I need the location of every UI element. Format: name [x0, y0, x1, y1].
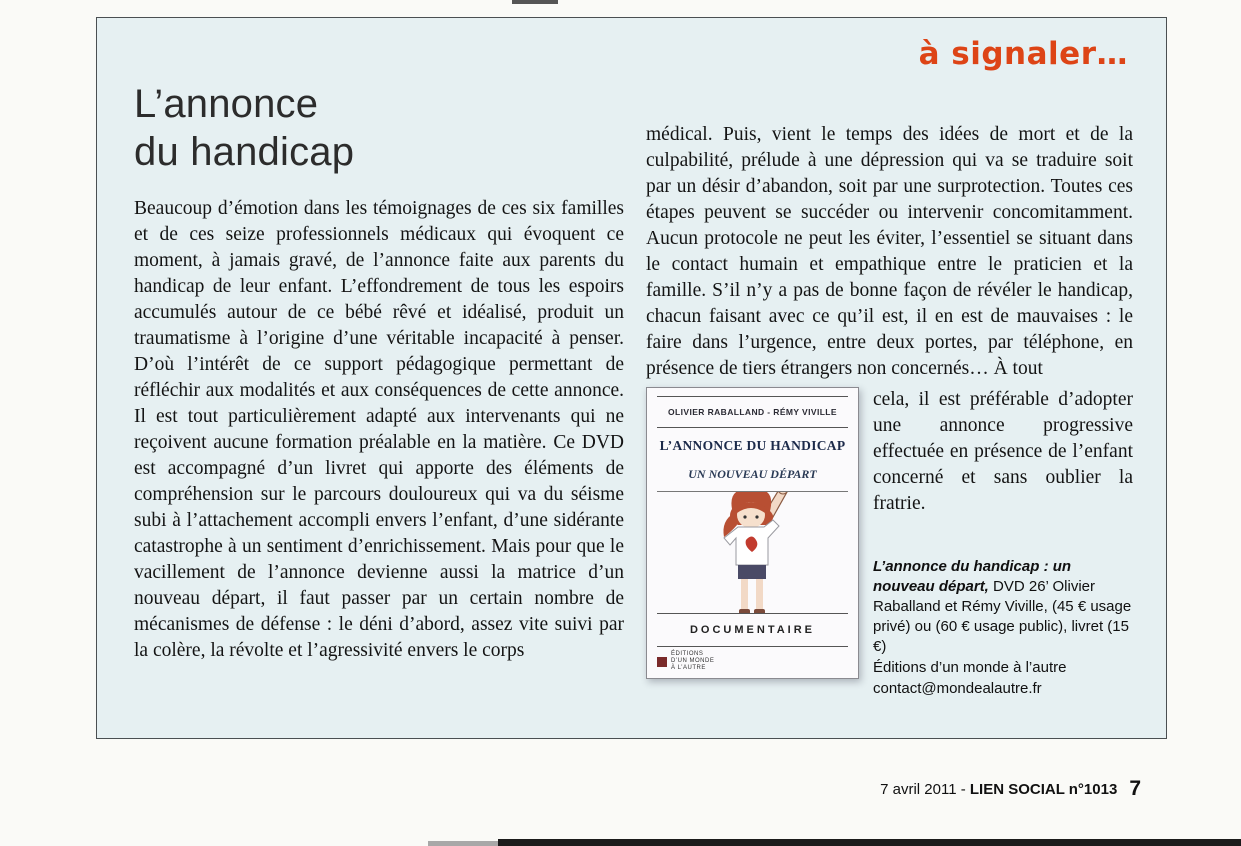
title-line-2: du handicap	[134, 130, 355, 174]
dvd-category-banner: DOCUMENTAIRE	[657, 613, 848, 647]
caption-main	[873, 557, 1133, 657]
footer-issue: LIEN SOCIAL n°1013	[969, 781, 1118, 798]
girl-illustration-svg	[694, 492, 812, 613]
right-column-text: médical. Puis, vient le temps des idées de mort et de la culpabilité, prélude à une dépression qui va se traduire soit par un désir d’abandon, soit par une surprotection. Toutes ces étapes peuvent se succéder ou intervenir concomitamment. Aucun protocole ne peut les éviter, l’essentiel se situant dans le contact humain et empathique entre le praticien et la famille. S’il n’y a pas de bonne façon de révéler le handicap, chacun faisant avec ce qu’il est, il en est de mauvaises : le faire dans l’urgence, entre deux portes, par téléphone, en présence de tiers étrangers non concernés… À tout	[646, 124, 1133, 379]
media-row	[646, 387, 1133, 699]
scan-artifact-bottom	[498, 839, 1241, 846]
dvd-publisher-logo	[657, 651, 848, 672]
right-column	[646, 122, 1133, 699]
dvd-cover	[646, 387, 859, 679]
dvd-authors: OLIVIER RABALLAND - RÉMY VIVILLE	[657, 396, 848, 428]
dvd-subtitle: UN NOUVEAU DÉPART	[657, 461, 848, 492]
caption	[873, 557, 1133, 699]
article-title	[134, 80, 354, 176]
publisher-line-2: D’UN MONDE	[671, 658, 715, 664]
caption-details: DVD 26’ Olivier Raballand et Rémy Viville, (45 € usage privé) ou (60 € usage public), livret (15 €)	[873, 578, 1132, 655]
article-panel	[96, 17, 1167, 739]
wrap-text: cela, il est préférable d’adopter une annonce progressive effectuée en présence de l’enfant concerné et sans oublier la fratrie.	[873, 389, 1133, 514]
section-header: à signaler…	[918, 36, 1128, 72]
scan-artifact-light	[428, 841, 498, 846]
publisher-logo-mark	[657, 657, 667, 667]
caption-title: L’annonce du handicap : un nouveau départ,	[873, 558, 1072, 595]
dvd-illustration	[657, 492, 848, 613]
left-column-text: Beaucoup d’émotion dans les témoignages de ces six familles et de ces seize professionnels médicaux qui évoquent ce moment, à jamais gravé, de l’annonce faite aux parents du handicap de leur enfant. L’effondrement de tous les espoirs accumulés autour de ce bébé rêvé et idéalisé, produit un traumatisme à l’origine d’une véritable incapacité à penser. D’où l’intérêt de ce support pédagogique permettant de réfléchir aux modalités et aux conséquences de cette annonce. Il est tout particulièrement adapté aux intervenants qui ne reçoivent aucune formation préalable en la matière. Ce DVD est accompagné d’un livret qui apporte des éléments de compréhension sur le parcours douloureux qui va du séisme subi à l’attachement accompli envers l’enfant, d’une sidérante catastrophe à un sentiment d’enrichissement. Mais pour que le vacillement de l’annonce devienne aussi la matrice d’un nouveau départ, il faut passer par un certain nombre de mécanismes de défense : le déni d’abord, assez vite suivi par la colère, la révolte et l’agressivité envers le corps	[134, 198, 624, 661]
caption-publisher: Éditions d’un monde à l’autre	[873, 659, 1067, 676]
title-line-1: L’annonce	[134, 82, 319, 126]
publisher-logo-text	[671, 651, 714, 672]
caption-email: contact@mondealautre.fr	[873, 680, 1042, 697]
scan-artifact-top	[512, 0, 558, 4]
dvd-title: L’ANNONCE DU HANDICAP	[659, 438, 846, 453]
footer-date: 7 avril 2011 -	[880, 781, 970, 798]
footer-page-number: 7	[1129, 777, 1141, 800]
publisher-line-3: À L’AUTRE	[671, 665, 706, 671]
right-sub-column	[873, 387, 1133, 699]
publisher-line-1: ÉDITIONS	[671, 651, 704, 657]
footer	[880, 776, 1141, 800]
